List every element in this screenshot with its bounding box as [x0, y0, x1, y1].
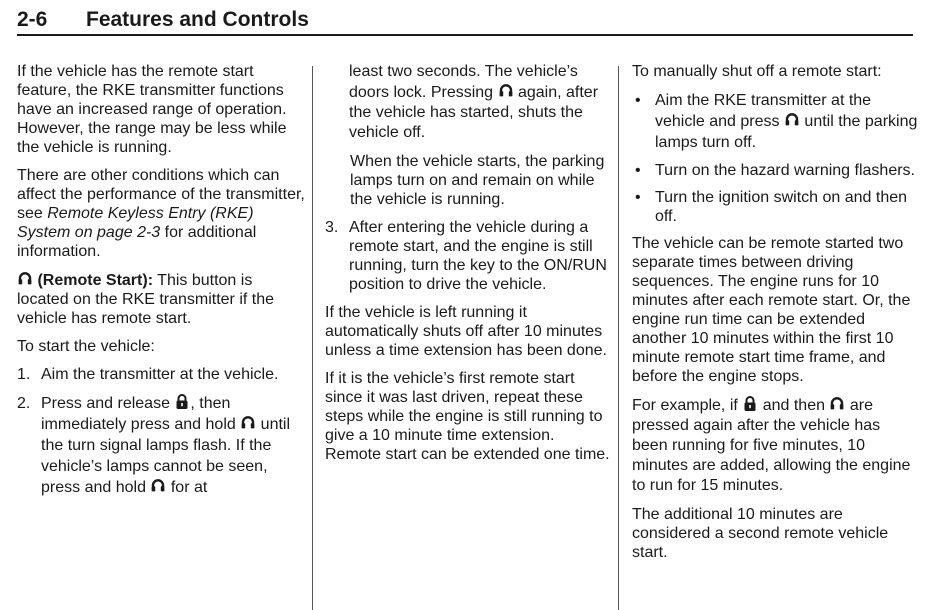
step-number: 1. [17, 366, 31, 383]
text: until the parking lamps turn off. [655, 113, 918, 151]
remote-start-icon [784, 111, 800, 128]
step-1 [17, 365, 307, 384]
remote-start-icon [240, 414, 256, 431]
lock-icon [742, 395, 758, 412]
paragraph: If the vehicle is left running it automatically shuts off after 10 minutes unless a time extension has been done. [325, 304, 607, 359]
text: There are other conditions which can affect the performance of the transmitter, see [17, 167, 305, 222]
bullet-item [632, 90, 918, 153]
page-header [17, 6, 913, 36]
remote-start-icon [829, 395, 845, 412]
step-number: 3. [325, 219, 339, 236]
cross-reference: Remote Keyless Entry (RKE) System on page 2-3 [17, 205, 254, 241]
paragraph: The additional 10 minutes are considered a second remote vehicle start. [632, 506, 889, 561]
bullet: • [635, 189, 641, 206]
column-3 [632, 62, 918, 571]
text: For example, if [632, 397, 743, 414]
step-number: 2. [17, 395, 31, 412]
paragraph [17, 166, 307, 261]
paragraph: To manually shut off a remote start: [632, 63, 882, 80]
remote-start-icon [150, 477, 166, 494]
column-2 [325, 62, 613, 473]
remote-start-icon [17, 270, 33, 287]
text: for at [166, 479, 208, 496]
step-3 [325, 218, 613, 294]
text: Turn the ignition switch on and then off. [655, 189, 908, 225]
text: are pressed again after the vehicle has been running for five minutes, 10 minutes are added, allowing the engine to run for 15 minutes. [632, 397, 911, 494]
text: again, after the vehicle has started, shuts the vehicle off. [349, 84, 599, 141]
text: and then [758, 397, 830, 414]
bullet: • [635, 162, 641, 179]
paragraph: To start the vehicle: [17, 338, 155, 355]
step-2 [17, 393, 307, 498]
section-title: Features and Controls [86, 8, 309, 31]
bullet-item [632, 188, 918, 226]
paragraph [17, 270, 307, 328]
paragraph: The vehicle can be remote started two separate times between driving sequences. The engine runs for 10 minutes after each remote start. Or, the engine run time can be extended another 10 minutes within the first 10 minute remote start time frame, and before the engine stops. [632, 235, 911, 385]
button-label: (Remote Start): [37, 272, 154, 289]
text: This button is located on the RKE transmitter if the vehicle has remote start. [17, 272, 275, 327]
step-text: Aim the transmitter at the vehicle. [41, 366, 279, 383]
text: least two seconds. The vehicle’s doors lock. Pressing [349, 63, 578, 101]
remote-start-icon [498, 82, 514, 99]
paragraph [632, 395, 918, 496]
paragraph: If it is the vehicle’s first remote start since it was last driven, repeat these steps while the engine is still running to give a 10 minute time extension. Remote start can be extended one time. [325, 370, 610, 463]
text: for additional information. [17, 224, 257, 260]
text: Turn on the hazard warning flashers. [655, 162, 915, 179]
bullet: • [635, 92, 641, 109]
text: Aim the RKE transmitter at the vehicle and press [655, 92, 872, 130]
column-divider [312, 66, 313, 610]
bullet-item [632, 161, 918, 180]
page-number: 2-6 [17, 8, 48, 31]
lock-icon [174, 393, 190, 410]
paragraph: If the vehicle has the remote start feature, the RKE transmitter functions have an increased range of operation. However, the range may be less while the vehicle is running. [17, 63, 287, 156]
text: Press and release [41, 395, 175, 412]
column-divider [618, 66, 619, 610]
text: until the turn signal lamps flash. If the vehicle’s lamps cannot be seen, press and hold [41, 416, 291, 496]
step-note: When the vehicle starts, the parking lamps turn on and remain on while the vehicle is running. [350, 153, 605, 208]
column-1 [17, 62, 307, 507]
step-text: After entering the vehicle during a remote start, and the engine is still running, turn the key to the ON/RUN position to drive the vehicle. [349, 219, 607, 293]
step-2-continued [325, 62, 613, 143]
text: , then immediately press and hold [41, 395, 241, 433]
